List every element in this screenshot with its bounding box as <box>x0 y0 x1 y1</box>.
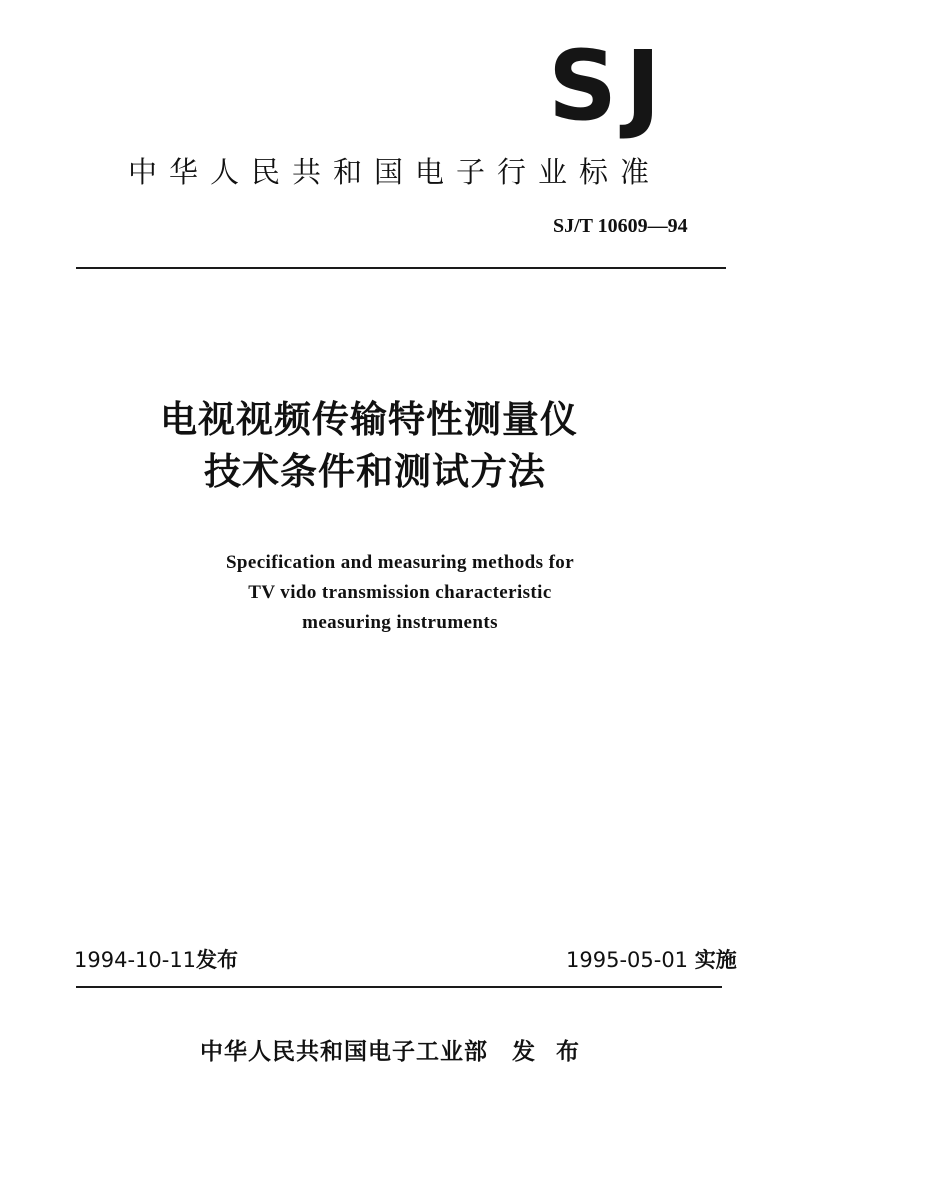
implementation-label: 实施 <box>694 948 737 972</box>
sj-logo: SJ <box>548 30 669 142</box>
standard-number: SJ/T 10609—94 <box>553 215 688 237</box>
issue-label: 发布 <box>196 948 239 972</box>
english-title-line-3: measuring instruments <box>302 612 498 633</box>
header-divider <box>76 267 726 269</box>
english-title-line-1: Specification and measuring methods for <box>225 552 575 573</box>
publisher-name: 中华人民共和国电子工业部 <box>200 1039 488 1065</box>
english-title-line-2: TV vido transmission characteristic <box>248 582 552 603</box>
publisher-action-1: 发 <box>512 1039 536 1065</box>
issue-date-value: 1994-10-11 <box>74 948 197 972</box>
english-title <box>150 548 650 638</box>
implementation-date-value: 1995-05-01 <box>566 948 689 972</box>
implementation-date <box>566 944 737 976</box>
publisher-action-2: 布 <box>556 1039 580 1065</box>
issue-date <box>74 944 238 976</box>
footer-divider <box>76 986 722 988</box>
chinese-title-line-2: 技术条件和测试方法 <box>204 450 546 493</box>
industry-standard-heading: 中华人民共和国电子行业标准 <box>128 155 662 189</box>
chinese-title-line-1: 电视视频传输特性测量仪 <box>160 398 578 441</box>
chinese-title <box>160 394 660 498</box>
publisher-line <box>200 1034 580 1070</box>
